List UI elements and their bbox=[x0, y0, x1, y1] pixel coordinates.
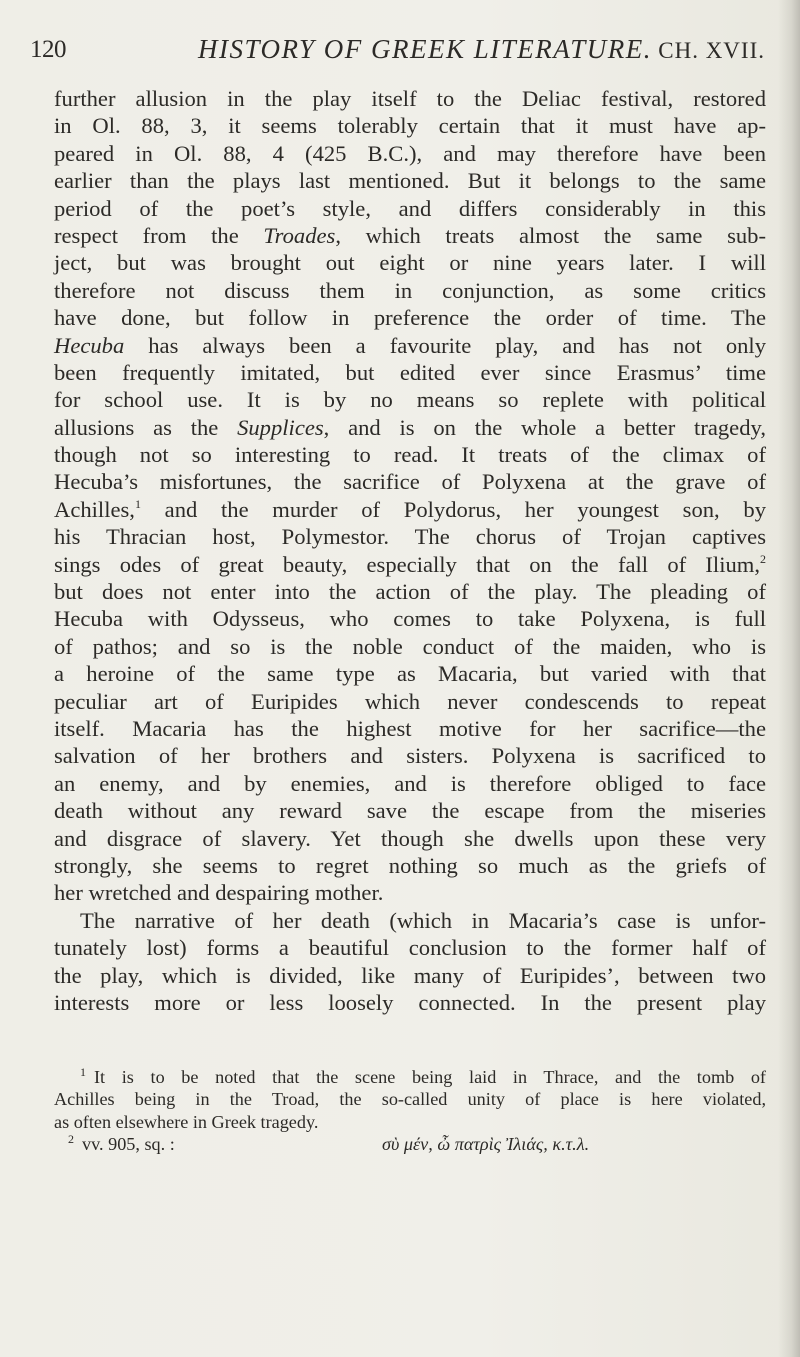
footnote-1 bbox=[54, 1066, 766, 1088]
text-line: her wretched and despairing mother. bbox=[54, 880, 384, 906]
text-line: earlier than the plays last mentioned. But it belongs to the same bbox=[54, 168, 766, 194]
text-line: the play, which is divided, like many of Euripides’, between two bbox=[54, 962, 766, 988]
text-line: salvation of her brothers and sisters. Polyxena is sacrificed to bbox=[54, 743, 766, 769]
text-line: of pathos; and so is the noble conduct of the maiden, who is bbox=[54, 633, 766, 659]
text-line: been frequently imitated, but edited ever since Erasmus’ time bbox=[54, 359, 766, 385]
main-text bbox=[54, 85, 766, 1016]
text-fragment: has always been a favourite play, and has not only bbox=[124, 332, 766, 358]
text-fragment: , and is on the whole a better tragedy, bbox=[323, 414, 766, 440]
text-line: itself. Macaria has the highest motive for her sacrifice—the bbox=[54, 715, 766, 741]
text-line: Hecuba’s misfortunes, the sacrifice of Polyxena at the grave of bbox=[54, 469, 766, 495]
text-line: for school use. It is by no means so replete with political bbox=[54, 387, 766, 413]
page-number: 120 bbox=[30, 36, 66, 63]
text-fragment: , which treats almost the same sub- bbox=[335, 222, 766, 248]
text-line: his Thracian host, Polymestor. The chorus of Trojan captives bbox=[54, 524, 766, 550]
text-line: Hecuba with Odysseus, who comes to take Polyxena, is full bbox=[54, 606, 766, 632]
footnote-greek-quote: σὺ μέν, ὦ πατρὶς Ἰλιάς, κ.τ.λ. bbox=[382, 1134, 590, 1155]
text-line: though not so interesting to read. It treats of the climax of bbox=[54, 442, 766, 468]
text-line: in Ol. 88, 3, it seems tolerably certain that it must have ap- bbox=[54, 113, 766, 139]
text-fragment: sings odes of great beauty, especially that on the fall of Ilium, bbox=[54, 551, 760, 577]
text-line bbox=[54, 332, 766, 359]
text-line bbox=[54, 414, 766, 441]
page-gutter-shadow bbox=[778, 0, 800, 1357]
play-title-troades: Troades bbox=[263, 222, 336, 248]
footnote-ref-1[interactable]: 1 bbox=[134, 496, 141, 511]
text-line: have done, but follow in preference the order of time. The bbox=[54, 305, 766, 331]
chapter-number: CH. XVII. bbox=[658, 38, 765, 63]
text-fragment: Achilles, bbox=[54, 496, 135, 522]
running-header bbox=[30, 30, 765, 70]
running-head-title: HISTORY OF GREEK LITERATURE. bbox=[198, 34, 653, 64]
text-line: ject, but was brought out eight or nine years later. I will bbox=[54, 250, 766, 276]
text-line: death without any reward save the escape from the miseries bbox=[54, 798, 766, 824]
text-fragment: and the murder of Polydorus, her youngest son, by bbox=[140, 496, 766, 522]
footnote-verse-ref: vv. 905, sq. : bbox=[82, 1134, 175, 1155]
footnote-text: It is to be noted that the scene being laid in Thrace, and the tomb of bbox=[94, 1067, 766, 1087]
text-line: interests more or less loosely connected. In the present play bbox=[54, 989, 766, 1015]
text-line bbox=[54, 496, 766, 523]
footnote-2 bbox=[54, 1133, 766, 1155]
text-line: period of the poet’s style, and differs considerably in this bbox=[54, 195, 766, 221]
text-line: and disgrace of slavery. Yet though she dwells upon these very bbox=[54, 825, 766, 851]
footnote-ref-2[interactable]: 2 bbox=[760, 551, 766, 566]
text-fragment: respect from the bbox=[54, 222, 264, 248]
text-line: further allusion in the play itself to the Deliac festival, restored bbox=[54, 86, 766, 111]
text-line: peared in Ol. 88, 4 (425 B.C.), and may therefore have been bbox=[54, 140, 766, 166]
text-line: The narrative of her death (which in Macaria’s case is unfor- bbox=[80, 907, 766, 933]
play-title-hecuba: Hecuba bbox=[54, 332, 125, 358]
play-title-supplices: Supplices bbox=[237, 414, 324, 440]
footnotes bbox=[54, 1066, 766, 1156]
text-line bbox=[54, 222, 766, 249]
footnote-marker: 2 bbox=[68, 1132, 74, 1147]
footnote-text-line: Achilles being in the Troad, the so-called unity of place is here violated, bbox=[54, 1089, 766, 1110]
text-fragment: allusions as the bbox=[54, 414, 238, 440]
text-line: therefore not discuss them in conjunction, as some critics bbox=[54, 277, 766, 303]
text-line: an enemy, and by enemies, and is therefore obliged to face bbox=[54, 770, 766, 796]
text-line: a heroine of the same type as Macaria, but varied with that bbox=[54, 661, 766, 687]
footnote-marker: 1 bbox=[80, 1065, 86, 1079]
text-line: but does not enter into the action of the play. The pleading of bbox=[54, 579, 766, 605]
text-line bbox=[54, 551, 766, 578]
footnote-text-line: as often elsewhere in Greek tragedy. bbox=[54, 1111, 319, 1132]
text-line: peculiar art of Euripides which never condescends to repeat bbox=[54, 688, 766, 714]
text-line: tunately lost) forms a beautiful conclusion to the former half of bbox=[54, 935, 766, 961]
text-line: strongly, she seems to regret nothing so much as the griefs of bbox=[54, 852, 766, 878]
